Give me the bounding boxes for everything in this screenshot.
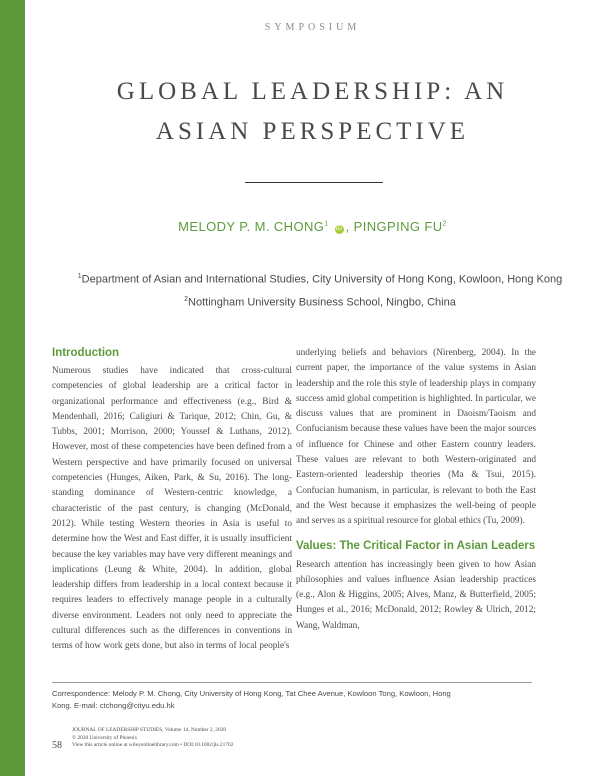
affiliation-1-mark: 1 [77, 273, 82, 280]
author-1-name[interactable]: MELODY P. M. CHONG [178, 219, 325, 234]
affiliation-1-text: Department of Asian and International Studies, City University of Hong Kong, Kowloon, Hong Kong [81, 273, 563, 286]
correspondence-line-2[interactable]: Kong. E-mail: ctchong@cityu.edu.hk [52, 701, 175, 710]
correspondence-note [52, 688, 532, 712]
orcid-icon[interactable]: iD [335, 226, 343, 232]
affiliation-2-mark: 2 [184, 295, 189, 303]
title-line-2: ASIAN PERSPECTIVE [155, 118, 470, 145]
author-line [25, 219, 600, 234]
title-divider [245, 182, 383, 183]
author-1-affil-mark: 1 [324, 220, 329, 228]
journal-footer [72, 727, 372, 750]
affiliation-2-text: Nottingham University Business School, Ningbo, China [188, 296, 456, 309]
introduction-paragraph: Numerous studies have indicated that cross-cultural competencies of global leadership are a critical factor in organizational performance and effectiveness (e.g., Bird & Mendenhall, 2016; Caligiuri & Tarique, 2012; Chin, Gu, & Tubbs, 2001; Morrison, 2000; Youssef & Luthans, 2012). However, most of these competencies have been defined from a Western perspective and have primarily focused on universal competencies (Hunges, Aiken, Park, & Su, 2016). The long-standing dominance of Western-centric knowledge, a characteristic of the past century, is changing (McDonald, 2012). While testing Western theories in Asia is useful to determine how the West and East differ, it is usually insufficient because the key variables may have very different meanings and implications (Leung & White, 2004). In addition, global leadership differs from leadership in a local context because it requires leaders to effectively manage people in a culturally diverse environment. Leaders not only need to appreciate the cultural differences such as the differences in conventions in terms of how work gets done, but also in terms of local people's [52, 366, 292, 652]
left-accent-bar [0, 0, 25, 776]
affiliations [40, 267, 600, 312]
continued-paragraph: underlying beliefs and behaviors (Nirenberg, 2004). In the current paper, the importance of the value systems in Asian leadership and the role this style of leadership plays in company success amid global competition is highlighted. In particular, we discuss values that are prominent in Daoism/Taoism and Confucianism because these values have been the major sources of influence for Chinese and other Eastern country leaders. These values are relevant to both Western-originated and Eastern-oriented leadership theories (Ma & Tsui, 2015). Confucian humanism, in particular, is relevant to both the East and the West because it emphasizes the well-being of people and serves as a spiritual resource for global ethics (Tu, 2009). [296, 348, 536, 527]
affiliation-1 [40, 267, 600, 290]
correspondence-divider [52, 682, 532, 683]
correspondence-line-1: Correspondence: Melody P. M. Chong, City University of Hong Kong, Tat Chee Avenue, Kowloon Tong, Kowloon, Hong [52, 689, 451, 698]
left-column [52, 346, 292, 655]
affiliation-2 [40, 290, 600, 313]
values-heading: Values: The Critical Factor in Asian Leaders [296, 539, 536, 552]
values-paragraph: Research attention has increasingly been given to how Asian philosophies and values influence Asian leadership practices (e.g., Alon & Higgins, 2005; Alves, Manz, & Butterfield, 2005; Hunges et al., 2016; McDonald, 2012; Rowley & Ulrich, 2012; Wang, Waldman, [296, 559, 536, 631]
section-label: SYMPOSIUM [264, 22, 361, 33]
page-number: 58 [52, 740, 62, 751]
introduction-heading: Introduction [52, 347, 120, 359]
author-2-affil-mark: 2 [442, 220, 447, 228]
journal-citation: JOURNAL OF LEADERSHIP STUDIES, Volume 14, Number 2, 2020 [72, 727, 227, 733]
online-doi-line[interactable]: View this article online at wileyonlinelibrary.com • DOI:10.1002/jls.21702 [72, 742, 234, 748]
right-column [296, 346, 536, 634]
author-separator: , [345, 219, 354, 234]
title-line-1: GLOBAL LEADERSHIP: AN [116, 78, 509, 105]
article-title [25, 72, 600, 152]
author-2-name[interactable]: PINGPING FU [353, 219, 443, 234]
copyright-line: © 2020 University of Phoenix [72, 734, 138, 741]
